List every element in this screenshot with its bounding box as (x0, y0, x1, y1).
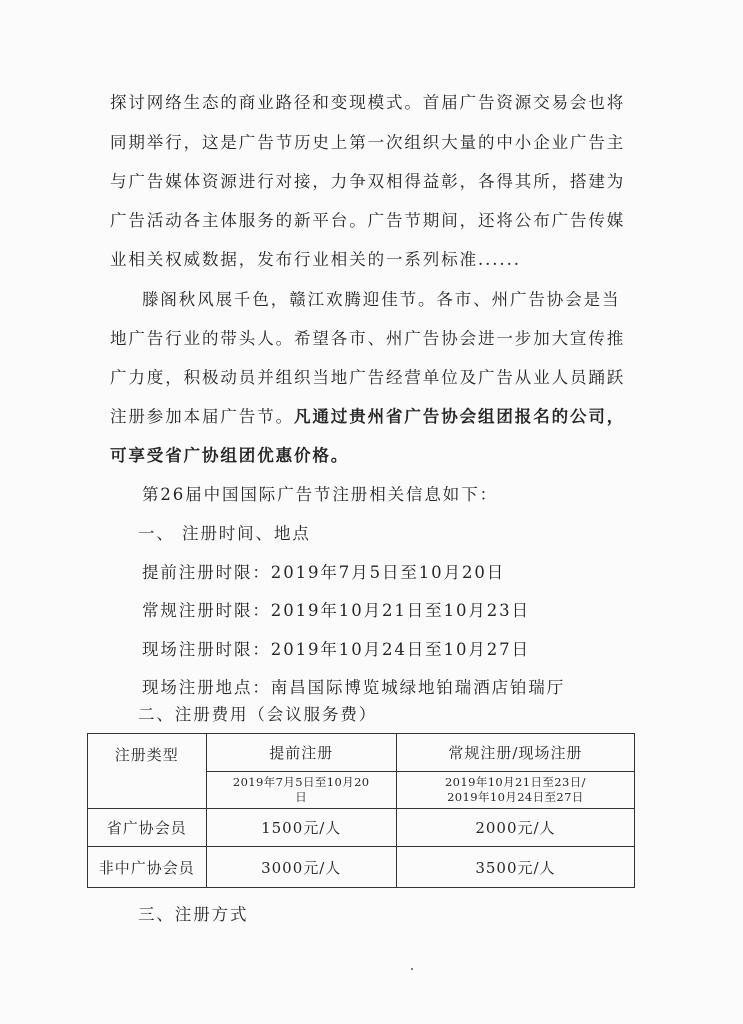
paragraph-line: 广告活动各主体服务的新平台。广告节期间，还将公布广告传媒 (110, 211, 626, 230)
paragraph-line (110, 407, 625, 427)
section-2-title: 二、注册费用（会议服务费） (138, 705, 378, 724)
registration-location: 现场注册地点：南昌国际博览城绿地铂瑞酒店铂瑞厅 (142, 678, 566, 697)
fee-regular: 2000元/人 (396, 809, 634, 847)
header-type: 注册类型 (88, 734, 207, 809)
bold-paragraph-line: 可享受省广协组团优惠价格。 (110, 446, 350, 465)
fee-early: 1500元/人 (206, 809, 396, 847)
dates-regular-line1: 2019年10月21日至23日/ (444, 775, 586, 789)
fee-early: 3000元/人 (206, 847, 396, 888)
dates-regular-line2: 2019年10月24日至27日 (447, 790, 584, 804)
dates-early-line2: 日 (295, 790, 308, 804)
header-regular: 常规注册/现场注册 (396, 734, 634, 772)
paragraph-line: 滕阁秋风展千色，赣江欢腾迎佳节。各市、州广告协会是当 (142, 290, 621, 309)
registration-onsite: 现场注册时限：2019年10月24日至10月27日 (142, 640, 530, 659)
paragraph-line: 与广告媒体资源进行对接，力争双相得益彰，各得其所，搭建为 (110, 172, 626, 191)
fee-table (87, 733, 635, 888)
table-header-row (88, 734, 635, 772)
header-early: 提前注册 (206, 734, 396, 772)
paragraph-line: 同期举行，这是广告节历史上第一次组织大量的中小企业广告主 (110, 133, 626, 152)
table-row (88, 809, 635, 847)
member-type: 省广协会员 (88, 809, 207, 847)
registration-regular: 常规注册时限：2019年10月21日至10月23日 (142, 601, 530, 620)
dates-regular (396, 772, 634, 809)
paragraph-text: 注册参加本届广告节。 (110, 407, 294, 426)
table-row (88, 847, 635, 888)
paragraph-line: 地广告行业的带头人。希望各市、州广告协会进一步加大宣传推 (110, 329, 626, 348)
dates-early (206, 772, 396, 809)
section-3-title: 三、注册方式 (138, 905, 249, 924)
paragraph-line: 探讨网络生态的商业路径和变现模式。首届广告资源交易会也将 (110, 93, 626, 112)
member-type: 非中广协会员 (88, 847, 207, 888)
paragraph-line: 业相关权威数据，发布行业相关的一系列标准...... (110, 250, 521, 269)
intro-line: 第26届中国国际广告节注册相关信息如下： (142, 485, 498, 504)
dates-early-line1: 2019年7月5日至10月20 (232, 775, 370, 789)
scan-speck (411, 968, 413, 970)
bold-text: 凡通过贵州省广告协会组团报名的公司， (294, 407, 626, 426)
registration-early: 提前注册时限：2019年7月5日至10月20日 (142, 563, 506, 582)
fee-regular: 3500元/人 (396, 847, 634, 888)
paragraph-line: 广力度，积极动员并组织当地广告经营单位及广告从业人员踊跃 (110, 368, 626, 387)
section-1-title: 一、 注册时间、地点 (138, 524, 311, 543)
